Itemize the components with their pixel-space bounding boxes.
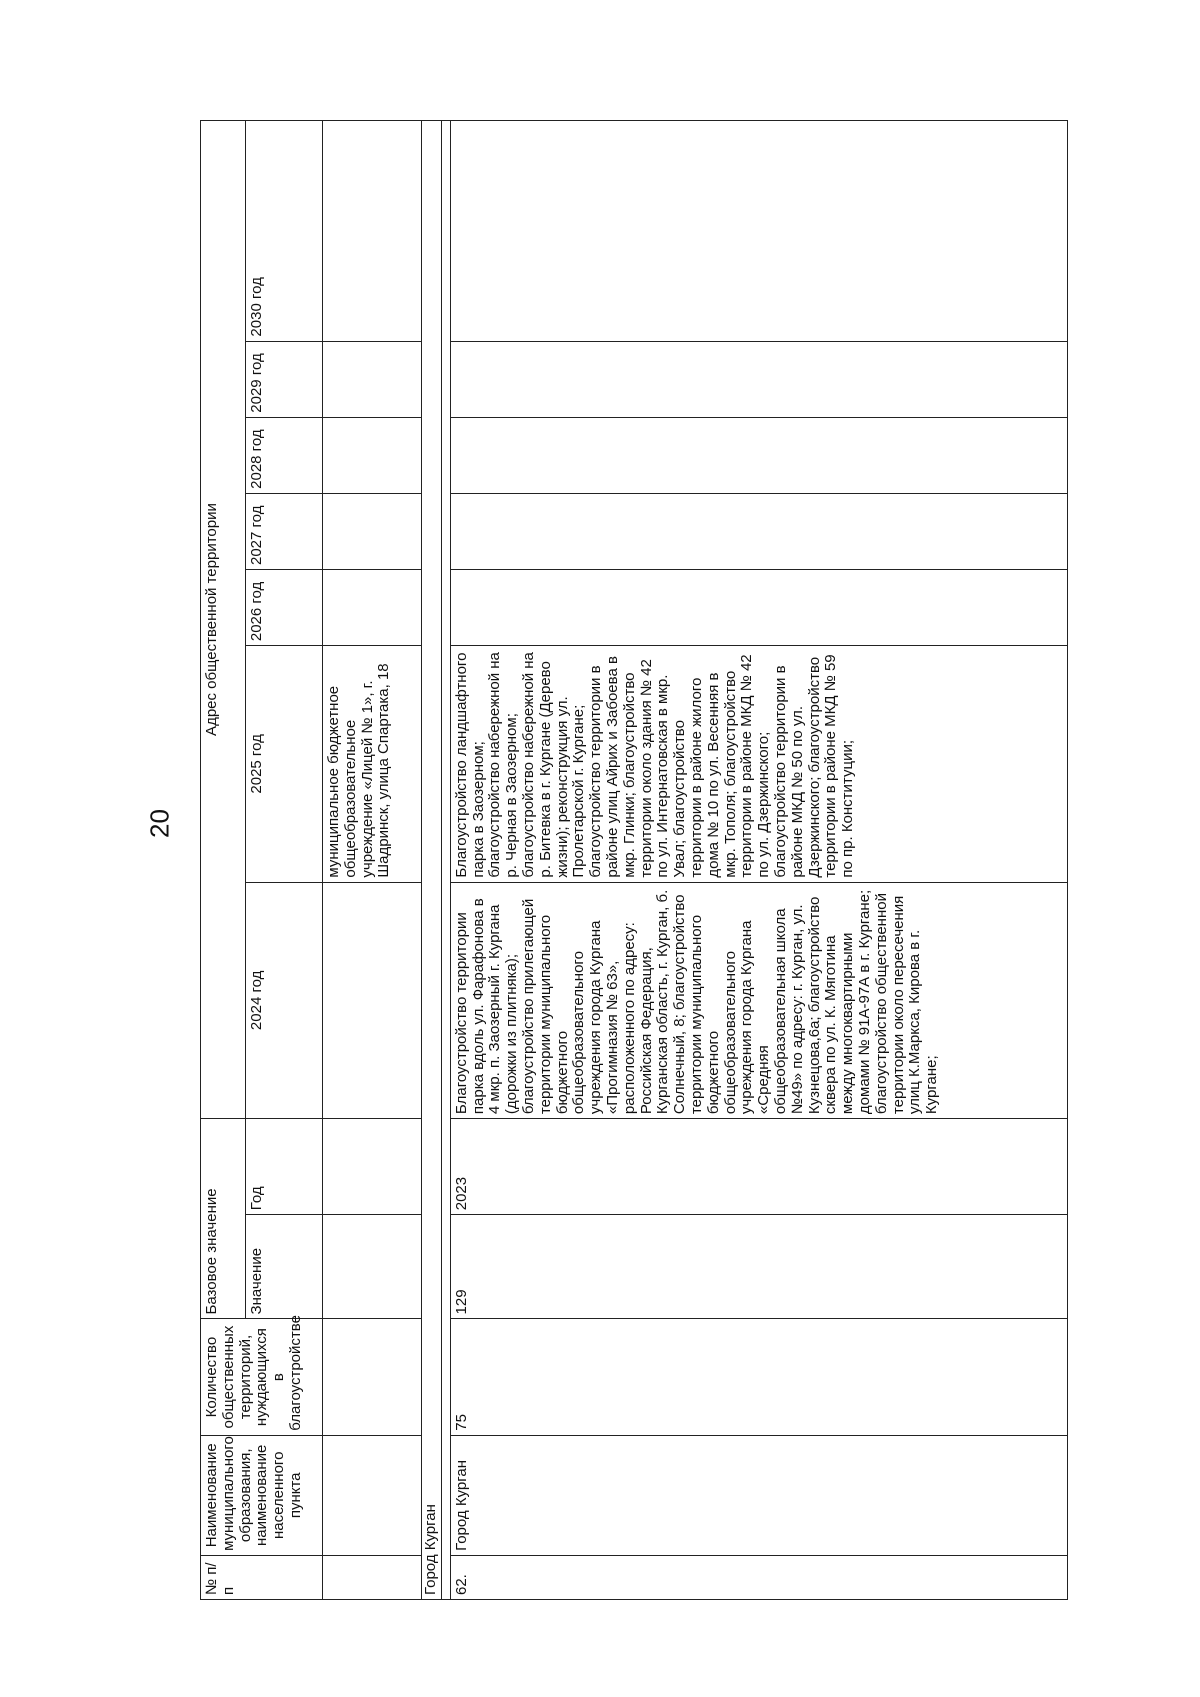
- public-territories-table: [200, 120, 1068, 1600]
- cell-2024: Благоустройство территории парка вдоль ул. Фарафонова в 4 мкр. п. Заозерный г. Кургана (дорожки из плитняка); благоустройство прилегающей территории муниципального бюджетного общеобразовательного учреждения города Кургана «Прогимназия № 63», расположенного по адресу: Российская Федерация, Курганская область, г. Курган, б. Солнечный, 8; благоустройство территории муниципального бюджетного общеобразовательного учреждения города Кургана «Средняя общеобразовательная школа №49» по адресу: г. Курган, ул. Кузнецова,6а; благоустройство сквера по ул. К. Мяготина между многоквартирными домами № 91А-97А в г. Кургане; благоустройство общественной территории около пересечения улиц К.Маркса, Кирова в г. Кургане;: [450, 882, 1067, 1118]
- header-base-value-value: Значение: [246, 1215, 323, 1319]
- header-year-2027: 2027 год: [246, 493, 323, 569]
- cell-previous-2025: муниципальное бюджетное общеобразовательное учреждение «Лицей № 1», г. Шадринск, улица Спартака, 18: [323, 646, 422, 882]
- cell-count: 75: [450, 1319, 1067, 1435]
- header-year-2026: 2026 год: [246, 570, 323, 646]
- header-address: Адрес общественной территории: [201, 121, 246, 1119]
- header-num: № п/п: [201, 1555, 323, 1599]
- region-title: Город Курган: [422, 121, 442, 1600]
- region-row: [422, 121, 442, 1600]
- cell-base-value: 129: [450, 1215, 1067, 1319]
- header-year-2028: 2028 год: [246, 417, 323, 493]
- header-count: Количество общественных территорий, нуждающихся в благоустройстве: [201, 1319, 323, 1435]
- header-row-1: [201, 121, 246, 1600]
- header-year-2030: 2030 год: [246, 121, 323, 342]
- table-row-previous: [323, 121, 422, 1600]
- header-year-2029: 2029 год: [246, 341, 323, 417]
- header-base-value-year: Год: [246, 1119, 323, 1215]
- spacer-row: [441, 121, 450, 1600]
- header-year-2024: 2024 год: [246, 882, 323, 1118]
- page-number: 20: [144, 809, 175, 838]
- header-municipality: Наименование муниципального образования, наименование населенного пункта: [201, 1435, 323, 1555]
- cell-municipality: Город Курган: [450, 1435, 1067, 1555]
- cell-num: 62.: [450, 1555, 1067, 1599]
- header-base-value: Базовое значение: [201, 1119, 246, 1319]
- header-year-2025: 2025 год: [246, 646, 323, 882]
- table-row: [450, 121, 1067, 1600]
- cell-base-year: 2023: [450, 1119, 1067, 1215]
- rotated-table-container: [200, 120, 1120, 1600]
- cell-2025: Благоустройство ландшафтного парка в Заозерном; благоустройство набережной на р. Черная в Заозерном; благоустройство набережной на р. Битевка в г. Кургане (Дерево жизни); реконструкция ул. Пролетарской г. Кургане; благоустройство территории в районе улиц Айрих и Забоева в мкр. Глинки; благоустройство территории около здания № 42 по ул. Интернатовская в мкр. Увал; благоустройство территории в районе жилого дома № 10 по ул. Весенняя в мкр. Тополя; благоустройство территории в районе МКД № 42 по ул. Дзержинского; благоустройство территории в районе МКД № 50 по ул. Дзержинского; благоустройство территории в районе МКД № 59 по пр. Конституции;: [450, 646, 1067, 882]
